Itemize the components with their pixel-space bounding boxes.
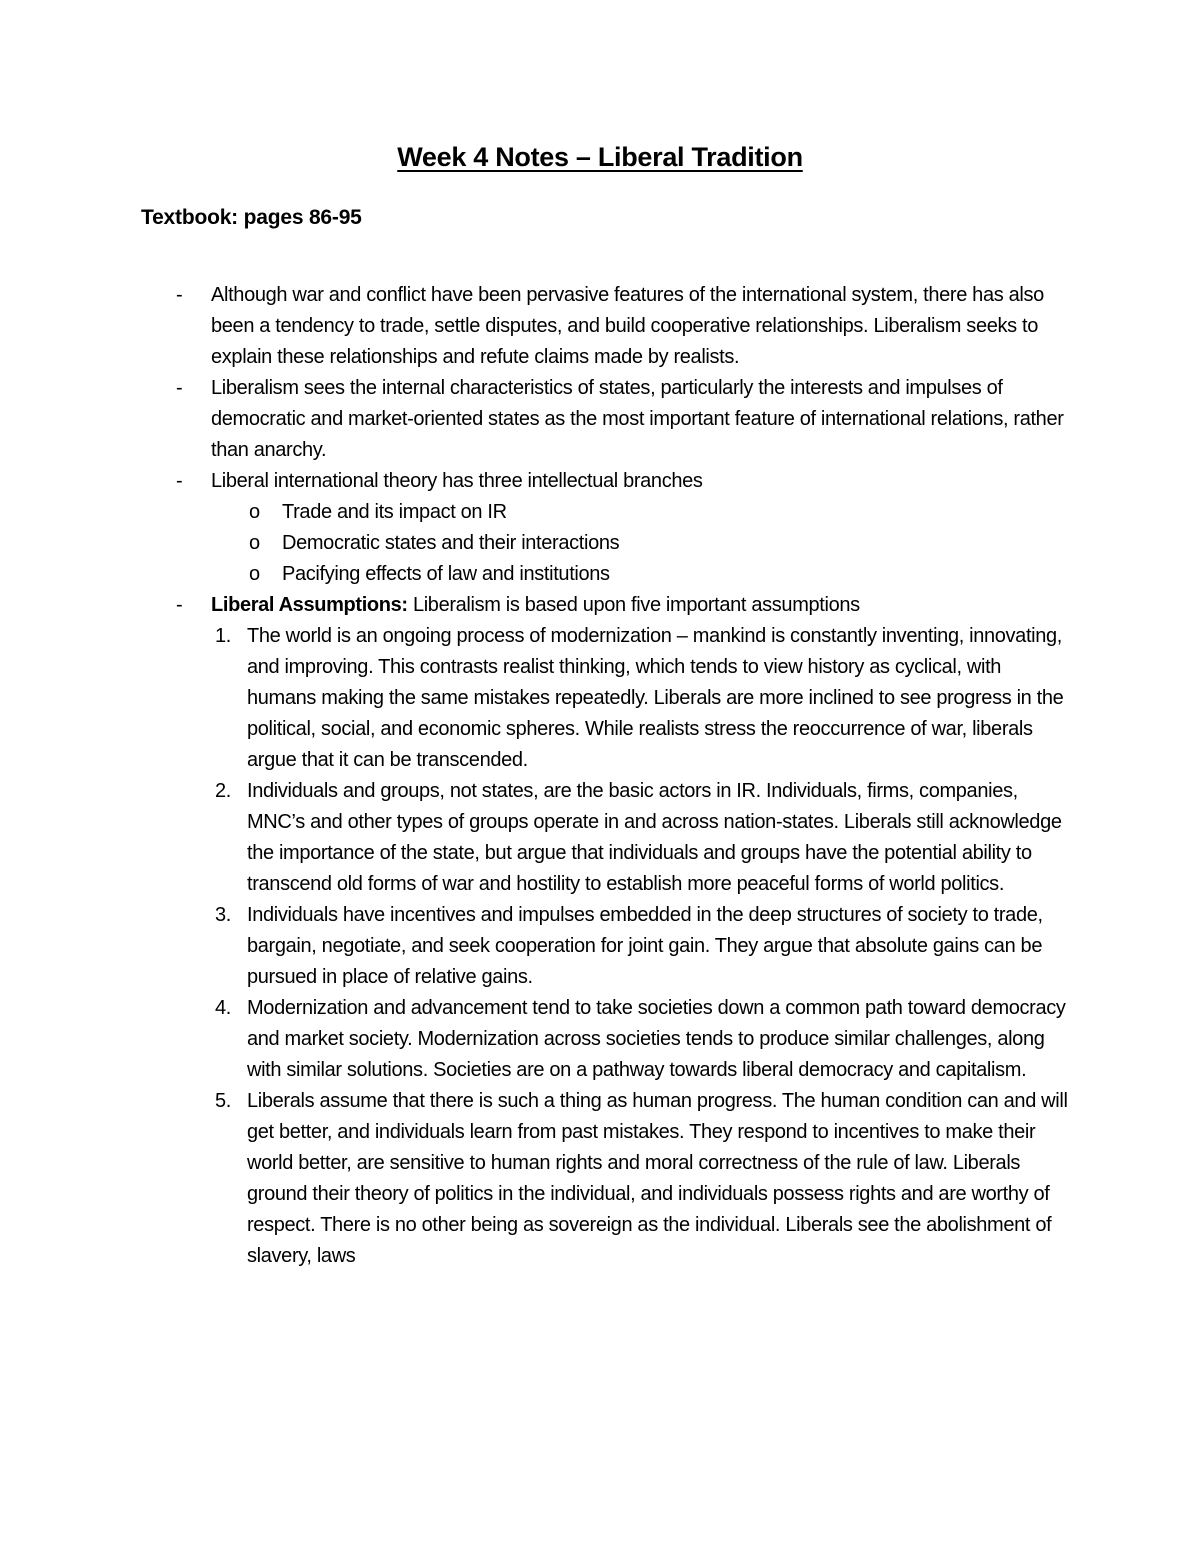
numbered-item bbox=[141, 993, 1071, 1086]
numbered-item bbox=[141, 900, 1071, 993]
circle-bullet: o bbox=[249, 563, 260, 585]
circle-bullet: o bbox=[249, 501, 260, 523]
list-item bbox=[141, 280, 1071, 373]
sub-list-item-text: Trade and its impact on IR bbox=[282, 501, 507, 523]
dash-bullet: - bbox=[176, 594, 183, 616]
circle-bullet: o bbox=[249, 532, 260, 554]
list-item bbox=[141, 466, 1071, 497]
numbered-item-text: The world is an ongoing process of modernization – mankind is constantly inventing, innovating, and improving. This contrasts realist thinking, which tends to view history as cyclical, with humans making the same mistakes repeatedly. Liberals are more inclined to see progress in the political, social, and economic spheres. While realists stress the reoccurrence of war, liberals argue that it can be transcended. bbox=[247, 625, 1064, 771]
number-marker: 5. bbox=[215, 1090, 231, 1112]
numbered-item-text: Individuals and groups, not states, are the basic actors in IR. Individuals, firms, companies, MNC’s and other types of groups operate in and across nation-states. Liberals still acknowledge the importance of the state, but argue that individuals and groups have the potential ability to transcend old forms of war and hostility to establish more peaceful forms of world politics. bbox=[247, 780, 1062, 895]
assumptions-label: Liberal Assumptions: bbox=[211, 594, 408, 616]
sub-list-item-text: Democratic states and their interactions bbox=[282, 532, 620, 554]
number-marker: 4. bbox=[215, 997, 231, 1019]
sub-list-item bbox=[141, 559, 1071, 590]
textbook-reference: Textbook: pages 86-95 bbox=[141, 206, 362, 229]
numbered-item-text: Modernization and advancement tend to take societies down a common path toward democracy and market society. Modernization across societies tends to produce similar challenges, along with similar solutions. Societies are on a pathway towards liberal democracy and capitalism. bbox=[247, 997, 1066, 1081]
dash-bullet: - bbox=[176, 377, 183, 399]
document-title: Week 4 Notes – Liberal Tradition bbox=[397, 142, 803, 172]
number-marker: 3. bbox=[215, 904, 231, 926]
dash-bullet: - bbox=[176, 470, 183, 492]
numbered-item bbox=[141, 776, 1071, 900]
notes-body bbox=[141, 280, 1071, 1272]
list-item bbox=[141, 373, 1071, 466]
sub-list-item-text: Pacifying effects of law and institutions bbox=[282, 563, 610, 585]
numbered-item bbox=[141, 621, 1071, 776]
numbered-item bbox=[141, 1086, 1071, 1272]
numbered-item-text: Liberals assume that there is such a thing as human progress. The human condition can and will get better, and individuals learn from past mistakes. They respond to incentives to make their world better, are sensitive to human rights and moral correctness of the rule of law. Liberals ground their theory of politics in the individual, and individuals possess rights and are worthy of respect. There is no other being as sovereign as the individual. Liberals see the abolishment of slavery, laws bbox=[247, 1090, 1068, 1267]
sub-list-item bbox=[141, 497, 1071, 528]
number-marker: 1. bbox=[215, 625, 231, 647]
list-item-text: Liberalism is based upon five important assumptions bbox=[407, 594, 860, 616]
list-item-text: Liberalism sees the internal characteristics of states, particularly the interests and impulses of democratic and market-oriented states as the most important feature of international relations, rather than anarchy. bbox=[211, 377, 1064, 461]
list-item-text: Liberal international theory has three intellectual branches bbox=[211, 470, 703, 492]
list-item-text: Although war and conflict have been pervasive features of the international system, there has also been a tendency to trade, settle disputes, and build cooperative relationships. Liberalism seeks to explain these relationships and refute claims made by realists. bbox=[211, 284, 1044, 368]
number-marker: 2. bbox=[215, 780, 231, 802]
numbered-item-text: Individuals have incentives and impulses embedded in the deep structures of society to trade, bargain, negotiate, and seek cooperation for joint gain. They argue that absolute gains can be pursued in place of relative gains. bbox=[247, 904, 1043, 988]
dash-bullet: - bbox=[176, 284, 183, 306]
list-item bbox=[141, 590, 1071, 621]
sub-list-item bbox=[141, 528, 1071, 559]
